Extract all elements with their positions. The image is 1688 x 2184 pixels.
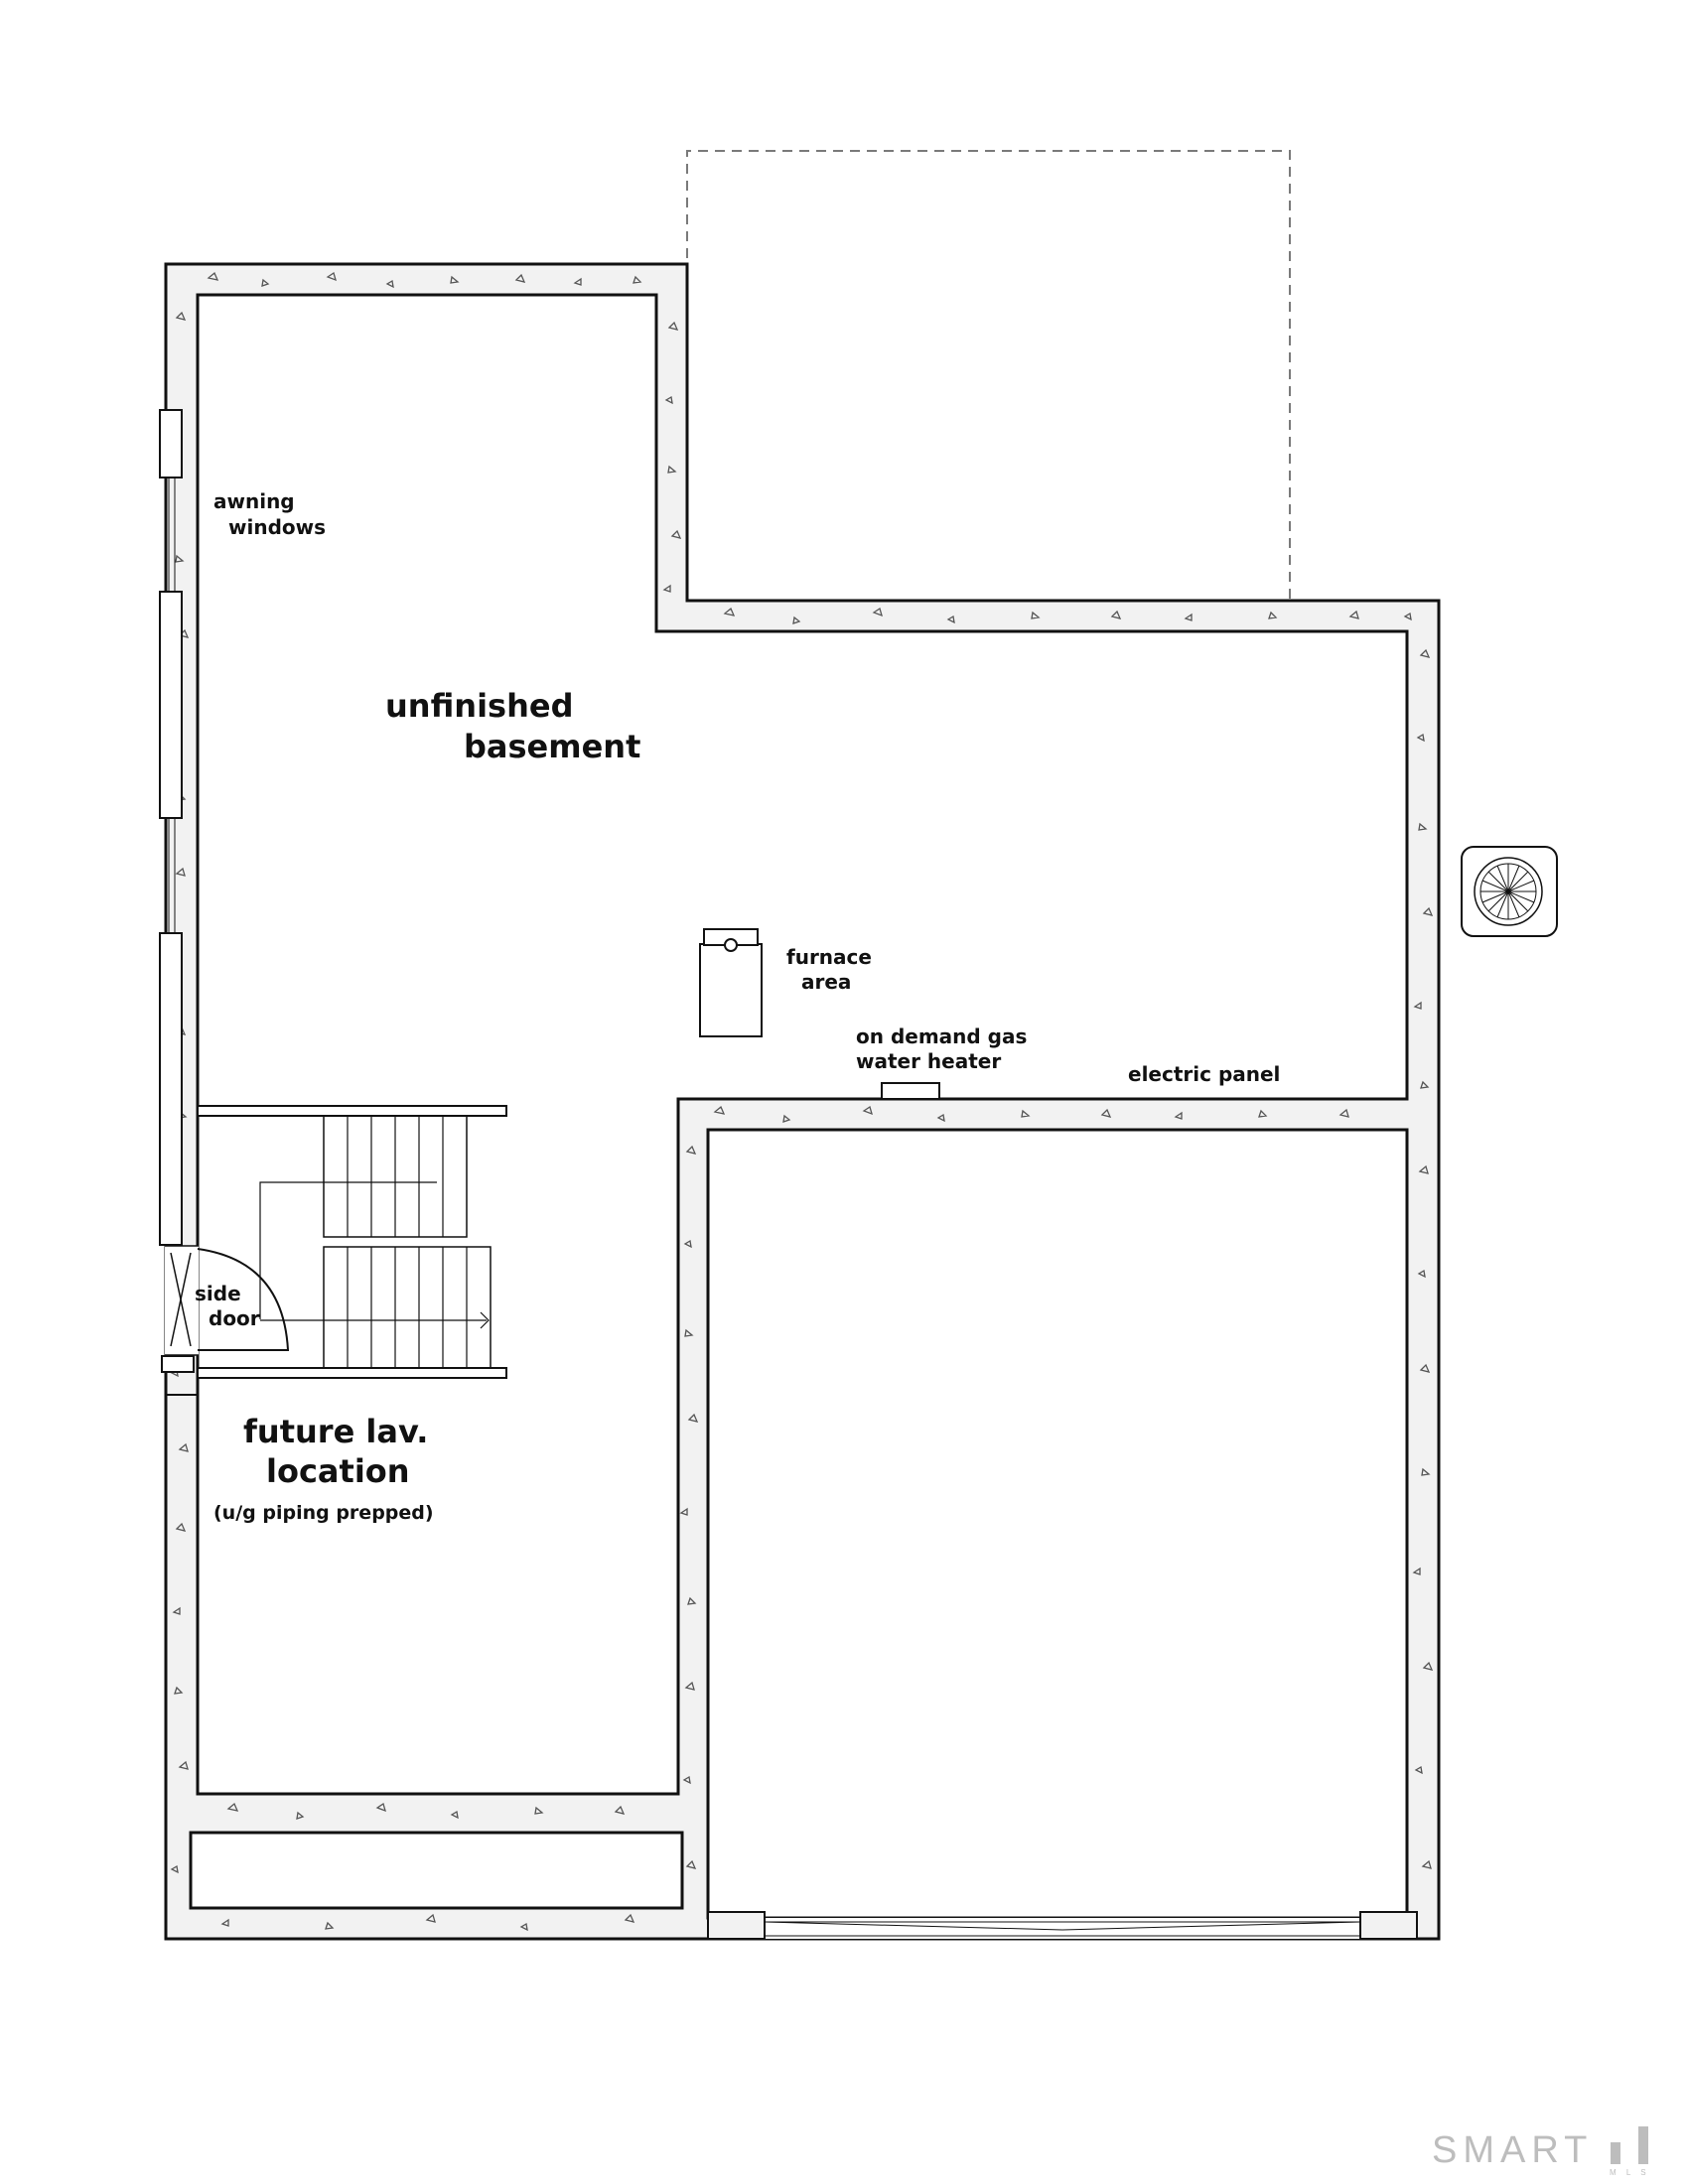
furnace-area-label-line2: area: [801, 970, 852, 994]
stair-rail-top: [198, 1106, 506, 1116]
water-heater-box: [882, 1083, 939, 1099]
foundation-wall: [166, 264, 1439, 1939]
staircase: [198, 1106, 506, 1378]
furnace: [700, 929, 762, 1036]
water-heater-label-line1: on demand gas: [856, 1024, 1028, 1048]
unfinished-basement-label-line1: unfinished: [385, 687, 574, 725]
stair-walk-line: [260, 1182, 437, 1319]
awning-windows-label-line2: windows: [228, 515, 327, 539]
dashed-upper-outline: [687, 151, 1290, 601]
side-door-label-line2: door: [209, 1306, 260, 1330]
garage-door-jamb-right: [1360, 1912, 1417, 1939]
stair-rail-bottom: [198, 1368, 506, 1378]
door-jamb-block: [162, 1356, 194, 1372]
lower-flight: [324, 1247, 491, 1368]
ac-unit-icon: [1462, 847, 1557, 936]
awning-window-2: [160, 592, 182, 818]
watermark-brand-text: SMART: [1432, 2129, 1594, 2171]
future-lav-label-line1: future lav.: [243, 1413, 429, 1450]
awning-window-3: [160, 933, 182, 1245]
future-lav-note: (u/g piping prepped): [213, 1502, 434, 1524]
side-door-label-line1: side: [195, 1282, 241, 1305]
awning-window-1: [160, 410, 182, 478]
awning-windows-label-line1: awning: [213, 489, 295, 513]
smart-mls-watermark: [1432, 2126, 1650, 2177]
water-heater-label-line2: water heater: [856, 1049, 1002, 1073]
watermark-sub-text: M L S: [1610, 2168, 1650, 2177]
unfinished-basement-label-line2: basement: [464, 728, 641, 765]
future-lav-label-line2: location: [266, 1452, 410, 1490]
furnace-area-label-line1: furnace: [786, 945, 872, 969]
side-door-opening: [165, 1246, 199, 1355]
garage-door-jamb-left: [708, 1912, 765, 1939]
electric-panel-label: electric panel: [1128, 1062, 1281, 1086]
